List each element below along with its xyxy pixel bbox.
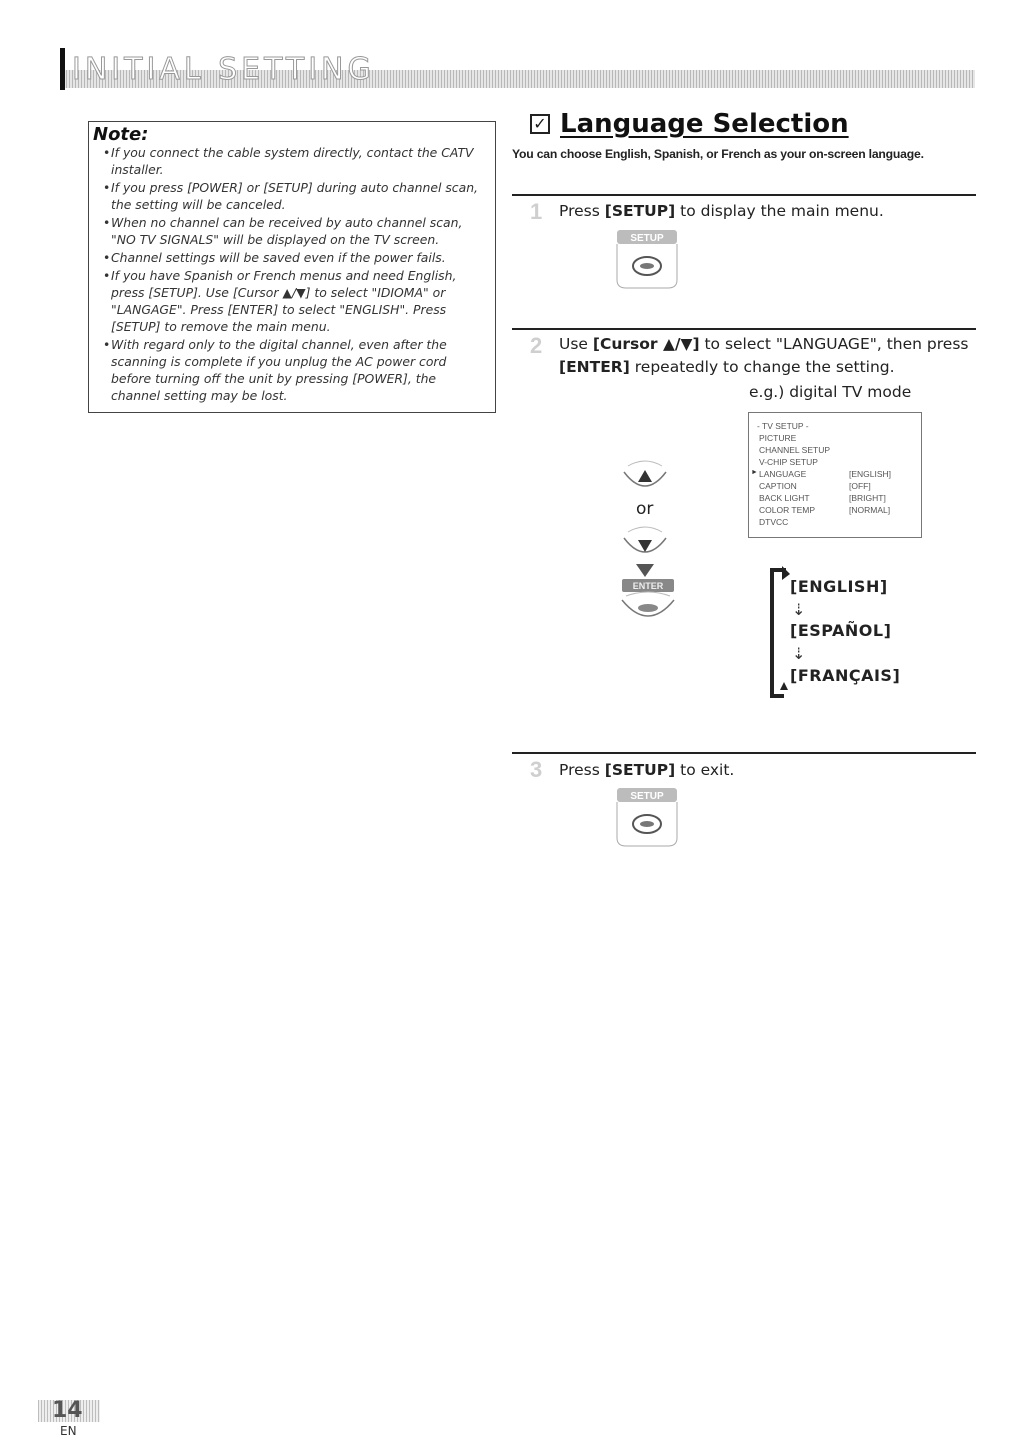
header-bar [60, 48, 65, 90]
tv-menu-screen [748, 412, 922, 538]
step-1-text: Press [SETUP] to display the main menu. [559, 202, 884, 220]
note-box [88, 121, 496, 413]
tv-menu-row: V-CHIP SETUP [759, 457, 818, 467]
tv-menu-row: CHANNEL SETUP [759, 445, 831, 455]
setup-button-icon [614, 228, 680, 290]
step-1-number: 1 [530, 199, 543, 224]
cursor-down-icon [620, 526, 670, 562]
checkbox-icon: ✓ [530, 114, 550, 134]
arrow-down-icon: ⇣ [792, 600, 806, 619]
enter-button-icon [616, 578, 680, 628]
or-label: or [636, 499, 654, 519]
note-item: • If you have Spanish or French menus and need English, press [SETUP]. Use [Cursor ▲/▼] to select "IDIOMA" or "LANGAGE". Press [ENTER] to select "ENGLISH". Press [SETUP] to remove the main menu. [103, 267, 489, 335]
step-2-text: Use [Cursor ▲/▼] to select "LANGUAGE", then press [ENTER] repeatedly to change the setting. [559, 335, 969, 376]
language-cycle-bracket [768, 566, 792, 706]
language-option: [FRANÇAIS] [790, 666, 901, 685]
enter-button-label: ENTER [632, 581, 664, 591]
note-item: • If you connect the cable system directly, contact the CATV installer. [103, 144, 489, 178]
setup-button-icon [614, 786, 680, 848]
section-description: You can choose English, Spanish, or French as your on-screen language. [512, 147, 924, 161]
setup-button-label: SETUP [630, 233, 664, 244]
tv-menu-row: BACK LIGHT [BRIGHT] [759, 493, 886, 503]
tv-menu-row: CAPTION [OFF] [759, 481, 871, 491]
step-2-rule [512, 328, 976, 330]
note-heading: Note: [93, 124, 149, 145]
tv-menu-row-selected: ► LANGUAGE [ENGLISH] [751, 469, 892, 479]
section-title: Language Selection [560, 109, 849, 139]
setup-button-label: SETUP [630, 791, 664, 802]
language-option: [ENGLISH] [790, 577, 888, 596]
page-header-title: INITIAL SETTING [72, 52, 375, 87]
selection-pointer-icon: ► [751, 469, 758, 476]
step-3-text: Press [SETUP] to exit. [559, 761, 735, 779]
step-3-rule [512, 752, 976, 754]
language-option: [ESPAÑOL] [790, 621, 892, 640]
note-item: • If you press [POWER] or [SETUP] during auto channel scan, the setting will be canceled. [103, 179, 489, 213]
note-list [103, 144, 489, 405]
page-language: EN [60, 1424, 77, 1438]
note-item: • Channel settings will be saved even if the power fails. [103, 249, 489, 266]
tv-menu-row: COLOR TEMP [NORMAL] [759, 505, 891, 515]
step-2-number: 2 [530, 333, 543, 358]
example-mode-label: e.g.) digital TV mode [749, 383, 912, 401]
arrow-down-icon: ⇣ [792, 644, 806, 663]
step-3-number: 3 [530, 757, 543, 782]
cursor-up-icon [620, 460, 670, 496]
arrow-down-icon [634, 562, 656, 578]
note-item: • With regard only to the digital channel, even after the scanning is complete if you unplug the AC power cord before turning off the unit by pressing [POWER], the channel setting may be lost. [103, 336, 489, 404]
tv-menu-row: PICTURE [759, 433, 797, 443]
tv-menu-title: - TV SETUP - [757, 421, 809, 431]
page-number: 14 [52, 1398, 83, 1423]
note-item: • When no channel can be received by auto channel scan, "NO TV SIGNALS" will be displayed on the TV screen. [103, 214, 489, 248]
tv-menu-row: DTVCC [759, 517, 789, 527]
step-1-rule [512, 194, 976, 196]
